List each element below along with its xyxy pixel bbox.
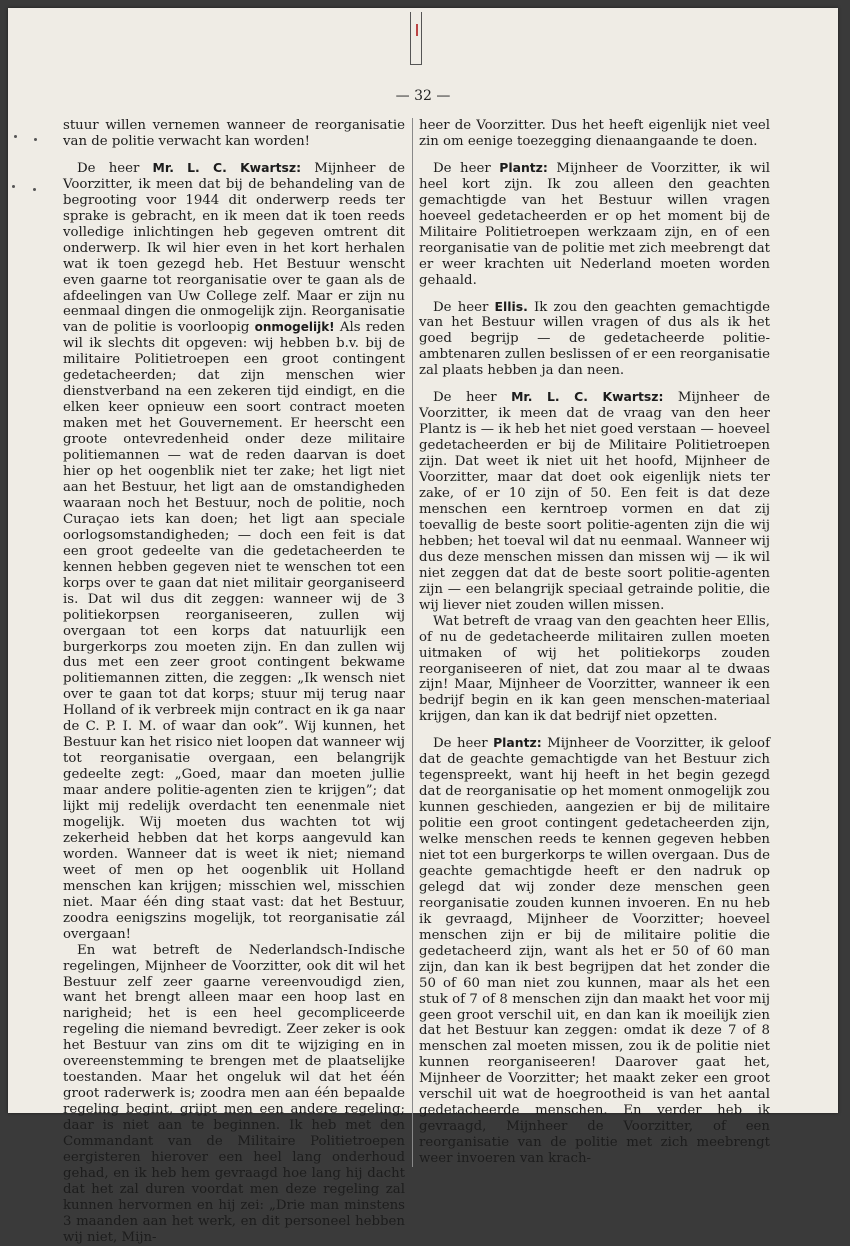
speaker-name: Plantz: <box>493 735 542 751</box>
paragraph-text: Als reden wil ik slechts dit opgeven: wij hebben b.v. bij de militaire Politietroepen een groot contingent gedetacheerden; dat zijn menschen wier dienstverband na een zekeren tijd eindigt, en die elken keer opnieuw een soort contract moeten maken met het Gouvernement. Er heerscht een groote ontevredenheid onder deze militaire politiemannen — wat de reden daarvan is doet hier op het oogenblik niet ter zake; het ligt niet aan het Bestuur, het ligt aan de omstandigheden waaraan noch het Bestuur, noch de politie, noch Curaçao iets kan doen; het ligt aan speciale oorlogsomstandigheden; — doch een feit is dat een groot gedeelte van die gedetacheerden te kennen hebben gegeven niet te wenschen tot een korps over te gaan dat niet militair georganiseerd is. Dat wil dus dit zeggen: wanneer wij de 3 politiekorpsen reorganiseeren, zullen wij overgaan tot een korps dat natuurlijk een burgerkorps zou moeten zijn. En dan zullen wij dus met een zeer groot contingent bekwame politiemannen zitten, die zeggen: „Ik wensch niet over te gaan tot dat korps; stuur mij terug naar Holland of ik verbreek mijn contract en ik ga naar de C. P. I. M. of waar dan ook”. Wij kunnen, het Bestuur kan het risico niet loopen dat wanneer wij tot reorganisatie overgaan, een belangrijk gedeelte zegt: „Goed, maar dan moeten jullie maar andere politie-agenten zien te krijgen”; dat lijkt mij redelijk overdacht ten eenenmale niet mogelijk. Wij moeten dus wachten tot wij zekerheid hebben dat het korps aangevuld kan worden. Wanneer dat is weet ik niet; niemand weet of men op het oogenblik uit Holland menschen kan krijgen; misschien wel, misschien niet. Maar één ding staat vast: dat het Bestuur, zoodra eenigszins mogelijk, tot reorganisatie zál overgaan! <box>63 320 405 942</box>
paragraph-text: Mijnheer de Voorzitter, ik wil heel kort zijn. Ik zou alleen den geachten gemachtigde van het Bestuur willen vragen hoeveel gedetacheerden er op het moment bij de Militaire Politietroepen werkzaam zijn, en of een reorganisatie van de politie met zich meebrengt dat er weer krachten uit Nederland moeten worden gehaald. <box>419 160 770 288</box>
paragraph-text: Ik zou den geachten gemachtigde van het Bestuur willen vragen of dus als ik het goed begrijp — de gedetacheerde politie-ambtenaren zullen beslissen of er een reorganisatie zal plaats hebben ja dan neen. <box>419 299 770 379</box>
paragraph-kwartsz-reply <box>63 160 405 943</box>
paragraph-text: Mijnheer de Voorzitter, ik meen dat de vraag van den heer Plantz is — ik heb het niet goed verstaan — hoeveel gedetacheerden er bij de Militaire Politietroepen zijn. Dat weet ik niet uit het hoofd, Mijnheer de Voorzitter, maar dat doet ook eigenlijk niets ter zake, of er 10 zijn of 50. Een feit is dat deze menschen een kerntroep vormen en dat zij toevallig de beste soort politie-agenten zijn die wij hebben; het toeval wil dat nu eenmaal. Wanneer wij dus deze menschen missen dan missen wij — ik wil niet zeggen dat dat de beste soort politie-agenten zijn — een belangrijk speciaal getrainde politie, die wij liever niet zouden willen missen. <box>419 390 770 613</box>
left-column <box>63 118 405 1246</box>
margin-dot <box>33 188 36 191</box>
right-column <box>412 118 770 1167</box>
speaker-intro: De heer <box>433 736 488 752</box>
speaker-intro: De heer <box>433 390 497 406</box>
margin-dot <box>12 185 15 188</box>
paragraph-ellis-question <box>419 299 770 380</box>
margin-dot <box>14 135 17 138</box>
paragraph-continuation: heer de Voorzitter. Dus het heeft eigenlijk niet veel zin om eenige toezegging dienaangaande te doen. <box>419 118 770 149</box>
paragraph-text: Mijnheer de Voorzitter, ik geloof dat de geachte gemachtigde van het Bestuur zich tegenspreekt, want hij heeft in het begin gezegd dat de reorganisatie op het moment onmogelijk zou kunnen geschieden, aangezien er bij de militaire politie een groot contingent gedetacheerden zijn, welke menschen reeds te kennen gegeven hebben niet tot een burgerkorps te willen overgaan. Dus de geachte gemachtigde heeft er den nadruk op gelegd dat wij zonder deze menschen geen reorganisatie zouden kunnen invoeren. En nu heb ik gevraagd, Mijnheer de Voorzitter; hoeveel menschen zijn er bij de militaire politie die gedetacheerd zijn, want als het er 50 of 60 man zijn, dan kan ik best begrijpen dat het zonder die 50 of 60 man niet zou kunnen, maar als het een stuk of 7 of 8 menschen zijn dan maakt het voor mij geen groot verschil uit, en dan kan ik moeilijk zien dat het Bestuur kan zeggen: omdat ik deze 7 of 8 menschen zal moeten missen, zou ik de politie niet kunnen reorganiseeren! Daarover gaat het, Mijnheer de Voorzitter; het maakt zeker een groot verschil uit wat de hoegrootheid is van het aantal gedetacheerde menschen. En verder heb ik gevraagd, Mijnheer de Voorzitter, of een reorganisatie van de politie met zich meebrengt weer invoeren van krach- <box>419 736 770 1167</box>
speaker-intro: De heer <box>433 299 489 315</box>
page-number: — 32 — <box>395 88 451 104</box>
paragraph-regelingen: En wat betreft de Nederlandsch-Indische regelingen, Mijnheer de Voorzitter, ook dit wil het Bestuur zelf zeer gaarne vereenvoudigd zien, want het brengt alleen maar een hoop last en narigheid; het is een heel gecompliceerde regeling die niemand bevredigt. Zeer zeker is ook het Bestuur van zins om dit te wijziging en in overeenstemming te brengen met de plaatselijke toestanden. Maar het ongeluk wil dat het één groot raderwerk is; zoodra men aan één bepaalde regeling begint, grijpt men een andere regeling; daar is niet aan te beginnen. Ik heb met den Commandant van de Militaire Politietroepen eergisteren hierover een heel lang onderhoud gehad, en ik heb hem gevraagd hoe lang hij dacht dat het zal duren voordat men deze regeling zal kunnen hervormen en hij zei: „Drie man minstens 3 maanden aan het werk, en dit personeel hebben wij niet, Mijn- <box>63 942 405 1245</box>
margin-dot <box>34 138 37 141</box>
speaker-name: Mr. L. C. Kwartsz: <box>152 159 302 175</box>
paragraph-ellis-reply: Wat betreft de vraag van den geachten heer Ellis, of nu de gedetacheerde militairen zullen moeten uitmaken of wij het politiekorps zouden reorganiseeren of niet, dat zou maar al te dwaas zijn! Maar, Mijnheer de Voorzitter, wanneer ik een bedrijf begin en ik kan geen menschen-materiaal krijgen, dan kan ik dat bedrijf niet opzetten. <box>419 613 770 725</box>
paragraph-plantz-question <box>419 160 770 289</box>
paragraph-continuation: stuur willen vernemen wanneer de reorganisatie van de politie verwacht kan worden! <box>63 118 405 149</box>
speaker-name: Plantz: <box>499 159 548 175</box>
emphasis-text: onmogelijk! <box>254 320 335 335</box>
document-page <box>8 8 838 1245</box>
speaker-intro: De heer <box>433 160 491 176</box>
paragraph-kwartsz-answer <box>419 389 770 613</box>
binder-clip-mark <box>410 12 422 65</box>
paragraph-plantz-rebuttal <box>419 735 770 1167</box>
speaker-name: Mr. L. C. Kwartsz: <box>511 389 664 405</box>
speaker-intro: De heer <box>77 160 140 176</box>
paragraph-text: Mijnheer de Voorzitter, ik meen dat bij de behandeling van de begrooting voor 1944 dit onderwerp reeds ter sprake is gebracht, en ik meen dat ik toen reeds volledige inlichtingen heb gegeven omtrent dit onderwerp. Ik wil hier even in het kort herhalen wat ik toen gezegd heb. Het Bestuur wenscht even gaarne tot reorganisatie over te gaan als de afdeelingen van Uw College zelf. Maar er zijn nu eenmaal dingen die onmogelijk zijn. Reorganisatie van de politie is voorloopig <box>63 160 405 336</box>
speaker-name: Ellis. <box>494 298 528 314</box>
